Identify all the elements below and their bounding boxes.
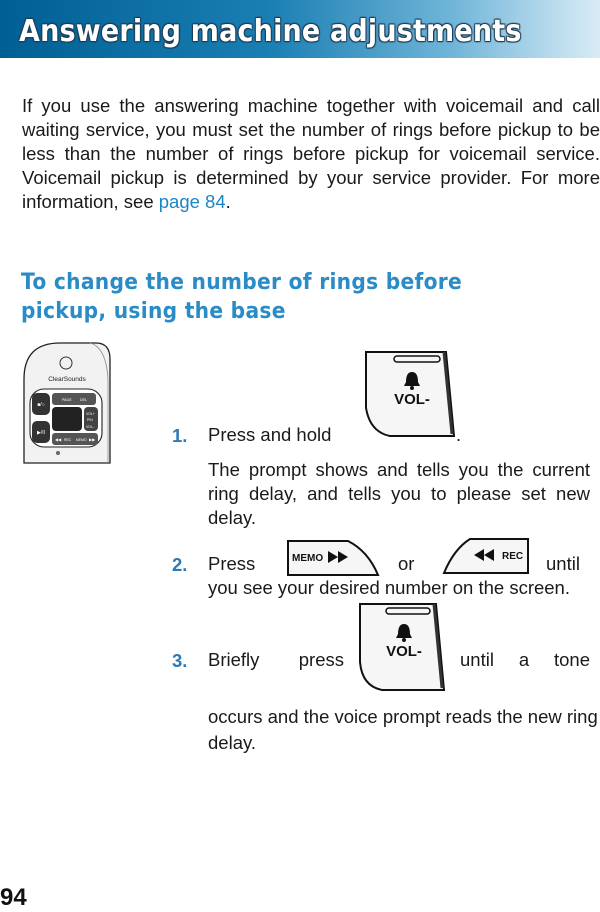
del-key-label: DEL (80, 398, 87, 402)
step-3-until: until a tone (460, 649, 590, 670)
vol-down-button-image-1 (362, 348, 456, 440)
vol-down-label-3: VOL- (386, 643, 422, 660)
brand-name: ClearSounds (48, 376, 86, 383)
step-1-number: 1. (172, 425, 188, 446)
step-2-or: or (398, 553, 415, 574)
step-1-instruction: Press and hold (208, 424, 332, 445)
step-2-number: 2. (172, 554, 188, 575)
svg-text:▶/II: ▶/II (36, 430, 46, 436)
vol-up-label: VOL+ (86, 412, 95, 416)
step-2-instruction: Press (208, 553, 256, 574)
vol-down-label-1: VOL- (394, 391, 430, 408)
page-number: 94 (0, 884, 27, 911)
page-title: Answering machine adjustments (19, 14, 522, 49)
step-3-instruction: Briefly press (208, 649, 344, 670)
memo-forward-button-image (284, 537, 382, 579)
section-subheading: To change the number of rings before pickup, using the base (21, 270, 463, 324)
intro-paragraph (22, 94, 600, 214)
rec-rewind-button-image (440, 535, 532, 577)
page-key-label: PAGE (62, 398, 72, 402)
rec-key-label: REC (64, 438, 72, 442)
intro-end: . (225, 191, 231, 212)
memo-key-label: MEMO (76, 438, 87, 442)
step-2-until: until (546, 553, 580, 574)
svg-text:▶▶: ▶▶ (89, 437, 96, 442)
step-2-detail: you see your desired number on the screen. (208, 577, 570, 598)
page-link[interactable]: page 84 (158, 191, 226, 212)
rec-label: REC (502, 551, 524, 562)
memo-label: MEMO (292, 553, 324, 564)
base-device-illustration (20, 339, 114, 467)
step-3-number: 3. (172, 650, 188, 671)
step-1-detail: The prompt shows and tells you the current ring delay, and tells you to please set new delay. (208, 459, 590, 528)
vol-down-label: VOL- (86, 425, 94, 429)
svg-text:■/○: ■/○ (37, 402, 45, 408)
svg-text:◀◀: ◀◀ (55, 437, 62, 442)
pin-label: PIN (87, 418, 93, 422)
intro-text: If you use the answering machine together with voicemail and call waiting service, you must set the number of rings before pickup to be less than the number of rings before pickup for voicemail service. Voicemail pickup is determined by your service provider. For more information, see (22, 95, 600, 212)
step-1-period: . (456, 424, 462, 445)
vol-down-button-image-3 (356, 600, 446, 694)
header-bar (0, 0, 600, 58)
step-3-detail: occurs and the voice prompt reads the new ring delay. (208, 706, 598, 753)
